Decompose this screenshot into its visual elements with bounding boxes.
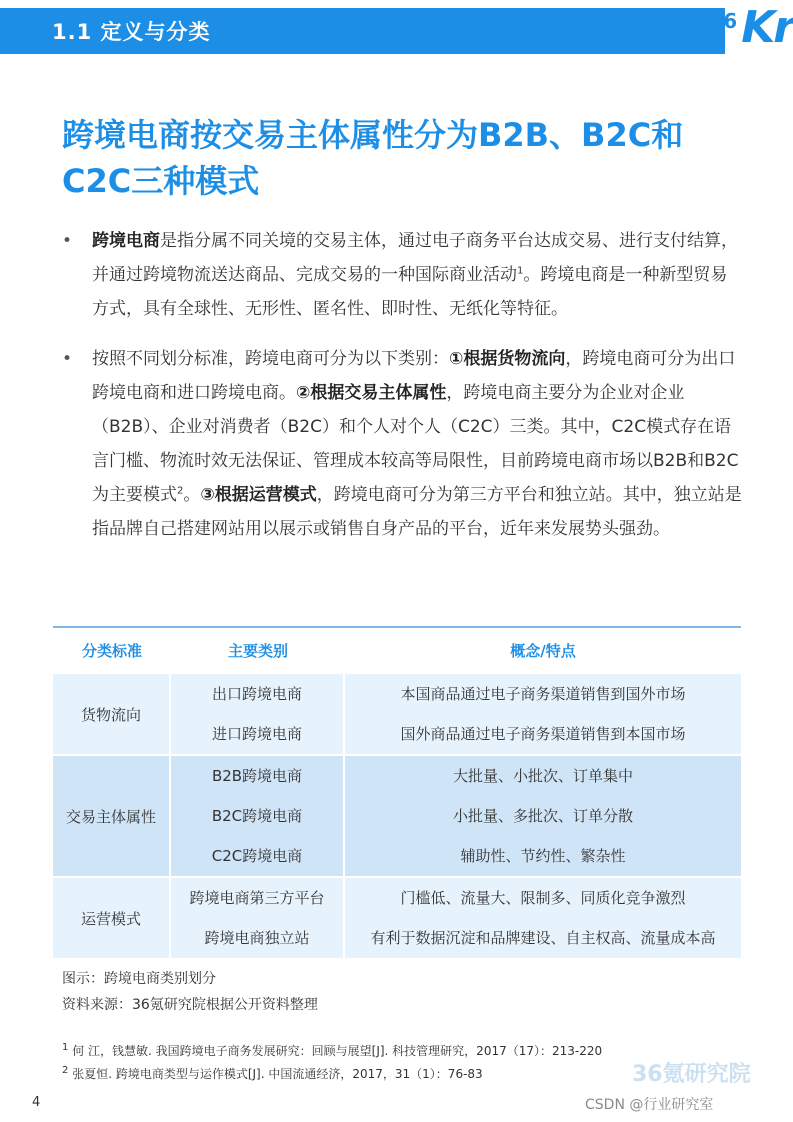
table-row — [171, 714, 741, 754]
table-row — [171, 918, 741, 958]
classification-table — [53, 626, 741, 958]
group-category: 货物流向 — [53, 674, 171, 754]
text-span: 。 — [183, 485, 201, 505]
caption-figure: 图示：跨境电商类别划分 — [62, 971, 216, 987]
page-number: 4 — [32, 1095, 41, 1110]
cell-type: 跨境电商第三方平台 — [171, 878, 345, 918]
table-group-goods-flow — [53, 672, 741, 754]
bullet-text — [92, 224, 742, 326]
table-row — [171, 756, 741, 796]
header-criterion: 分类标准 — [81, 641, 142, 660]
footnote-ref: 1 — [517, 265, 524, 277]
caption-source: 资料来源：36氪研究院根据公开资料整理 — [62, 997, 318, 1013]
bold-term: 跨境电商 — [92, 231, 160, 251]
brand-logo — [683, 2, 793, 54]
cell-type: B2B跨境电商 — [171, 756, 345, 796]
cell-desc: 门槛低、流量大、限制多、同质化竞争激烈 — [400, 889, 686, 907]
footnote-item — [62, 1040, 602, 1063]
csdn-watermark: CSDN @行业研究室 — [585, 1097, 714, 1113]
cell-type: B2C跨境电商 — [171, 796, 345, 836]
group-category: 运营模式 — [53, 878, 171, 958]
text-span: ，跨境电商主要分为企业对企业（B2B）、企业对消费者（B2C）和个人对个人（C2C）三类。其中，C2C模式存在语言门槛、物流时效无法保证、管理成本较高等局限性，目前跨境电商市场以B2B和B2C为主要模式 — [92, 383, 739, 505]
table-group-subject — [53, 754, 741, 876]
cell-desc: 有利于数据沉淀和品牌建设、自主权高、流量成本高 — [370, 929, 716, 947]
section-title: 1.1 定义与分类 — [52, 20, 211, 44]
footnote-number: 2 — [62, 1065, 69, 1076]
bullet-dot-icon: • — [62, 231, 73, 251]
cell-type: 跨境电商独立站 — [171, 918, 345, 958]
text-span: ，跨境电商可分为第三方平台和独立站。其中，独立站是指品牌自己搭建网站用以展示或销售自身产品的平台，近年来发展势头强劲。 — [92, 485, 742, 539]
section-header-band — [0, 8, 725, 54]
footnote-text: 何 江，钱慧敏. 我国跨境电子商务发展研究：回顾与展望[J]. 科技管理研究，2017（17）：213-220 — [72, 1044, 603, 1058]
table-row — [171, 878, 741, 918]
text-span: 按照不同划分标准，跨境电商可分为以下类别： — [92, 349, 449, 369]
bullet-item — [62, 224, 742, 326]
logo-number: 36 — [709, 9, 738, 33]
cell-desc: 国外商品通过电子商务渠道销售到本国市场 — [400, 725, 686, 743]
figure-caption — [62, 966, 318, 1018]
cell-desc: 小批量、多批次、订单分散 — [452, 807, 633, 825]
text-span: 。跨境电商是一种新型贸易方式，具有全球性、无形性、匿名性、即时性、无纸化等特征。 — [92, 265, 728, 319]
cell-type: C2C跨境电商 — [171, 836, 345, 876]
footnote-number: 1 — [62, 1042, 69, 1053]
bold-term: ①根据货物流向 — [449, 349, 566, 369]
cell-type: 进口跨境电商 — [171, 714, 345, 754]
bold-term: ②根据交易主体属性 — [296, 383, 447, 403]
bullet-list — [62, 224, 742, 562]
cell-desc: 辅助性、节约性、繁杂性 — [460, 847, 626, 865]
cell-type: 出口跨境电商 — [171, 674, 345, 714]
bold-term: ③根据运营模式 — [200, 485, 317, 505]
bullet-dot-icon: • — [62, 349, 73, 369]
footnote-ref: 2 — [177, 485, 184, 497]
table-row — [171, 836, 741, 876]
logo-letters: Kr — [741, 2, 793, 53]
cell-desc: 本国商品通过电子商务渠道销售到国外市场 — [400, 685, 686, 703]
text-span: ，跨境电商可分为出口跨境电商和进口跨境电商。 — [92, 349, 736, 403]
page-title: 跨境电商按交易主体属性分为B2B、B2C和C2C三种模式 — [62, 116, 684, 200]
table-header — [53, 628, 741, 672]
header-feature: 概念/特点 — [510, 641, 576, 660]
footnote-item — [62, 1063, 602, 1086]
table-row — [171, 674, 741, 714]
footnote-text: 张夏恒. 跨境电商类型与运作模式[J]. 中国流通经济，2017，31（1）：76-83 — [72, 1067, 483, 1081]
group-category: 交易主体属性 — [53, 756, 171, 876]
footnotes — [62, 1040, 602, 1086]
bullet-text — [92, 342, 742, 546]
bullet-item — [62, 342, 742, 546]
text-span: 是指分属不同关境的交易主体，通过电子商务平台达成交易、进行支付结算，并通过跨境物流送达商品、完成交易的一种国际商业活动 — [92, 231, 738, 285]
table-row — [171, 796, 741, 836]
header-category: 主要类别 — [227, 641, 288, 660]
brand-watermark: 36氪研究院 — [632, 1062, 751, 1087]
table-group-operation — [53, 876, 741, 958]
cell-desc: 大批量、小批次、订单集中 — [452, 767, 633, 785]
